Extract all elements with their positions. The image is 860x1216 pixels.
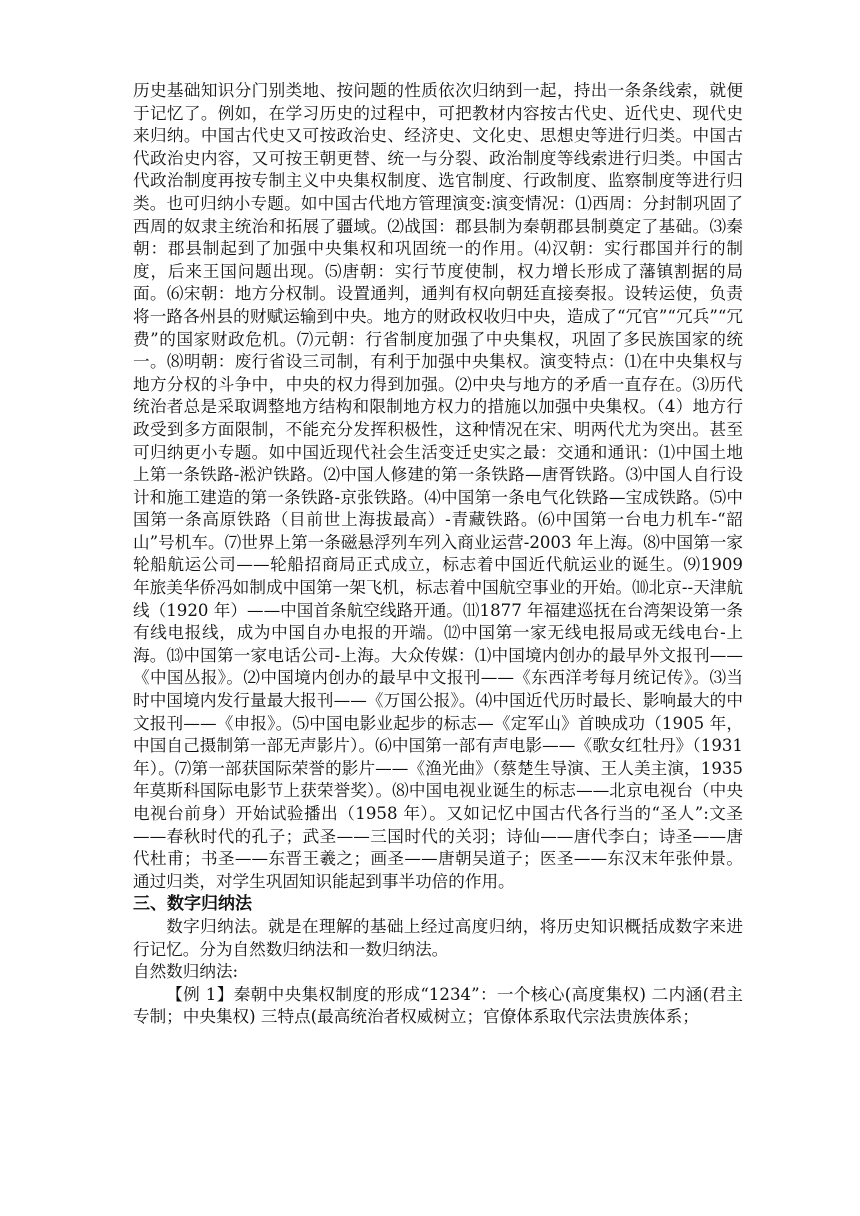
body-paragraph-classification: 历史基础知识分门别类地、按问题的性质依次归纳到一起，持出一条条线索，就便于记忆了。例如，在学习历史的过程中，可把教材内容按古代史、近代史、现代史来归纳。中国古代史又可按政治史、经济史、文化史、思想史等进行归类。中国古代政治史内容，又可按王朝更替、统一与分裂、政治制度等线索进行归类。中国古代政治制度再按专制主义中央集权制度、选官制度、行政制度、监察制度等进行归类。也可归纳小专题。如中国古代地方管理演变:演变情况：⑴西周：分封制巩固了西周的奴隶主统治和拓展了疆域。⑵战国：郡县制为秦朝郡县制奠定了基础。⑶秦朝：郡县制起到了加强中央集权和巩固统一的作用。⑷汉朝：实行郡国并行的制度，后来王国问题出现。⑸唐朝：实行节度使制，权力增长形成了藩镇割据的局面。⑹宋朝：地方分权制。设置通判，通判有权向朝廷直接奏报。设转运使，负责将一路各州县的财赋运输到中央。地方的财政权收归中央，造成了“冗官”“冗兵”“冗费”的国家财政危机。⑺元朝：行省制度加强了中央集权，巩固了多民族国家的统一。⑻明朝：废行省设三司制，有利于加强中央集权。演变特点：⑴在中央集权与地方分权的斗争中，中央的权力得到加强。⑵中央与地方的矛盾一直存在。⑶历代统治者总是采取调整地方结构和限制地方权力的措施以加强中央集权。（4）地方行政受到多方面限制，不能充分发挥积极性，这种情况在宋、明两代尤为突出。甚至可归纳更小专题。如中国近现代社会生活变迁史实之最：交通和通讯：⑴中国土地上第一条铁路-淞沪铁路。⑵中国人修建的第一条铁路—唐胥铁路。⑶中国人自行设计和施工建造的第一条铁路-京张铁路。⑷中国第一条电气化铁路—宝成铁路。⑸中国第一条高原铁路（目前世上海拔最高）-青藏铁路。⑹中国第一台电力机车-“韶山”号机车。⑺世界上第一条磁悬浮列车列入商业运营-2003 年上海。⑻中国第一家轮船航运公司——轮船招商局正式成立，标志着中国近代航运业的诞生。⑼1909 年旅美华侨冯如制成中国第一架飞机，标志着中国航空事业的开始。⑽北京--天津航线（1920 年）——中国首条航空线路开通。⑾1877 年福建巡抚在台湾架设第一条有线电报线，成为中国自办电报的开端。⑿中国第一家无线电报局或无线电台-上海。⒀中国第一家电话公司-上海。大众传媒：⑴中国境内创办的最早外文报刊——《中国丛报》。⑵中国境内创办的最早中文报刊——《东西洋考每月统记传》。⑶当时中国境内发行量最大报刊——《万国公报》。⑷中国近代历时最长、影响最大的中文报刊——《申报》。⑸中国电影业起步的标志—《定军山》首映成功（1905 年，中国自己摄制第一部无声影片）。⑹中国第一部有声电影——《歌女红牡丹》（1931 年）。⑺第一部获国际荣誉的影片——《渔光曲》（蔡楚生导演、王人美主演，1935 年莫斯科国际电影节上获荣誉奖）。⑻中国电视业诞生的标志——北京电视台（中央电视台前身）开始试验播出（1958 年）。又如记忆中国古代各行当的“圣人”:文圣——春秋时代的孔子；武圣——三国时代的关羽；诗仙——唐代李白；诗圣——唐代杜甫；书圣——东晋王羲之；画圣——唐朝吴道子；医圣——东汉末年张仲景。通过归类，对学生巩固知识能起到事半功倍的作用。 <box>133 81 743 891</box>
document-page <box>133 80 743 1029</box>
body-paragraph-example-1: 【例 1】秦朝中央集权制度的形成“1234”：一个核心(高度集权) 二内涵(君主专制；中央集权) 三特点(最高统治者权威树立；官僚体系取代宗法贵族体系； <box>133 984 743 1027</box>
body-paragraph-natural-number: 自然数归纳法: <box>133 962 239 982</box>
body-paragraph-number-method: 数字归纳法。就是在理解的基础上经过高度归纳，将历史知识概括成数字来进行记忆。分为自然数归纳法和一数归纳法。 <box>133 916 743 959</box>
section-heading: 三、数字归纳法 <box>133 894 252 915</box>
